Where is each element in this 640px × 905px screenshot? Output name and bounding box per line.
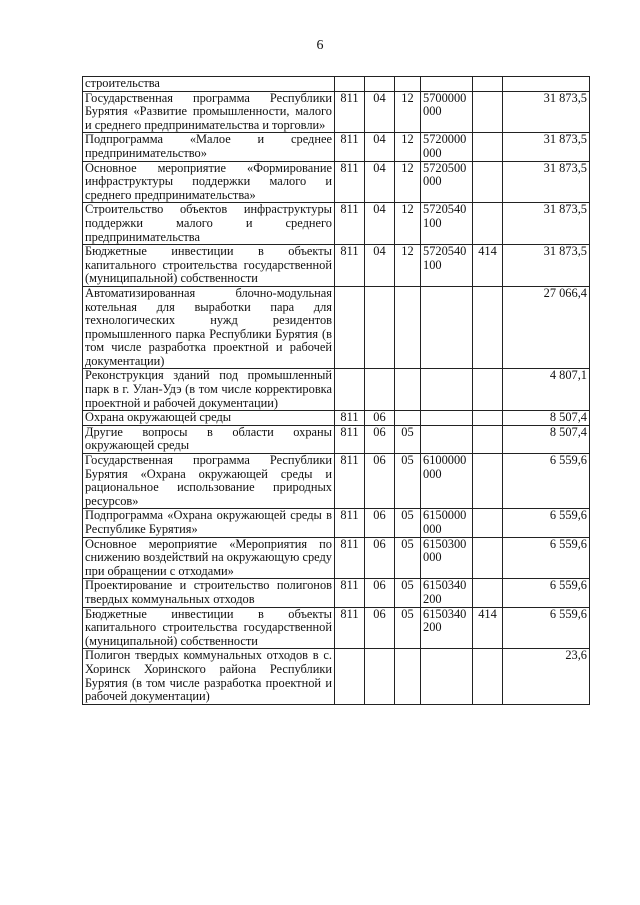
- budget-table: [82, 76, 590, 705]
- table-row: [83, 369, 590, 411]
- row-name-cell: Государственная программа Республики Бурятия «Охрана окружающей среды и рациональное использование природных ресурсов»: [83, 454, 335, 509]
- expense-type-cell: [473, 203, 503, 245]
- amount-cell: 31 873,5: [503, 245, 590, 287]
- subsection-code-cell: 12: [395, 203, 421, 245]
- section-code-cell: 06: [365, 537, 395, 579]
- subsection-code-cell: 12: [395, 91, 421, 133]
- target-article-cell: [421, 425, 473, 453]
- table-row: [83, 411, 590, 426]
- subsection-code-cell: 05: [395, 509, 421, 537]
- expense-type-cell: [473, 91, 503, 133]
- section-code-cell: 04: [365, 133, 395, 161]
- amount-cell: 8 507,4: [503, 425, 590, 453]
- subsection-code-cell: 12: [395, 133, 421, 161]
- expense-type-cell: [473, 425, 503, 453]
- section-code-cell: 06: [365, 607, 395, 649]
- subsection-code-cell: [395, 77, 421, 92]
- section-code-cell: [365, 77, 395, 92]
- row-name-cell: Проектирование и строительство полигонов твердых коммунальных отходов: [83, 579, 335, 607]
- expense-type-cell: [473, 161, 503, 203]
- target-article-cell: 5700000 000: [421, 91, 473, 133]
- table-row: [83, 509, 590, 537]
- table-row: [83, 203, 590, 245]
- expense-type-cell: 414: [473, 245, 503, 287]
- amount-cell: 23,6: [503, 649, 590, 704]
- ministry-code-cell: 811: [335, 91, 365, 133]
- row-name-cell: Автоматизированная блочно-модульная котельная для выработки пара для технологических нужд резидентов промышленного парка Республики Бурятия (в том числе разработка проектной и рабочей документации): [83, 286, 335, 369]
- row-name-cell: Подпрограмма «Малое и среднее предпринимательство»: [83, 133, 335, 161]
- ministry-code-cell: [335, 369, 365, 411]
- ministry-code-cell: [335, 286, 365, 369]
- row-name-cell: строительства: [83, 77, 335, 92]
- row-name-cell: Реконструкция зданий под промышленный парк в г. Улан-Удэ (в том числе корректировка проектной и рабочей документации): [83, 369, 335, 411]
- subsection-code-cell: 05: [395, 425, 421, 453]
- table-row: [83, 649, 590, 704]
- ministry-code-cell: 811: [335, 411, 365, 426]
- target-article-cell: 6150300 000: [421, 537, 473, 579]
- ministry-code-cell: 811: [335, 203, 365, 245]
- row-name-cell: Основное мероприятие «Мероприятия по снижению воздействий на окружающую среду при обращении с отходами»: [83, 537, 335, 579]
- budget-table-body: [83, 77, 590, 705]
- expense-type-cell: [473, 649, 503, 704]
- subsection-code-cell: 05: [395, 579, 421, 607]
- row-name-cell: Бюджетные инвестиции в объекты капитального строительства государственной (муниципальной) собственности: [83, 245, 335, 287]
- subsection-code-cell: 12: [395, 245, 421, 287]
- amount-cell: 31 873,5: [503, 203, 590, 245]
- section-code-cell: 06: [365, 454, 395, 509]
- ministry-code-cell: [335, 649, 365, 704]
- expense-type-cell: [473, 133, 503, 161]
- expense-type-cell: [473, 286, 503, 369]
- expense-type-cell: [473, 369, 503, 411]
- amount-cell: 6 559,6: [503, 607, 590, 649]
- table-row: [83, 454, 590, 509]
- table-row: [83, 133, 590, 161]
- amount-cell: [503, 77, 590, 92]
- expense-type-cell: [473, 579, 503, 607]
- table-row: [83, 91, 590, 133]
- table-row: [83, 579, 590, 607]
- table-row: [83, 245, 590, 287]
- table-row: [83, 425, 590, 453]
- subsection-code-cell: [395, 411, 421, 426]
- section-code-cell: [365, 369, 395, 411]
- amount-cell: 31 873,5: [503, 161, 590, 203]
- table-row: [83, 607, 590, 649]
- page-number: 6: [316, 38, 324, 53]
- table-row: [83, 286, 590, 369]
- section-code-cell: 06: [365, 579, 395, 607]
- target-article-cell: 5720540 100: [421, 245, 473, 287]
- section-code-cell: 04: [365, 203, 395, 245]
- ministry-code-cell: 811: [335, 509, 365, 537]
- subsection-code-cell: 05: [395, 537, 421, 579]
- expense-type-cell: [473, 454, 503, 509]
- amount-cell: 31 873,5: [503, 133, 590, 161]
- amount-cell: 6 559,6: [503, 579, 590, 607]
- target-article-cell: [421, 77, 473, 92]
- row-name-cell: Основное мероприятие «Формирование инфраструктуры поддержки малого и среднего предпринимательства»: [83, 161, 335, 203]
- target-article-cell: 6150000 000: [421, 509, 473, 537]
- subsection-code-cell: [395, 286, 421, 369]
- target-article-cell: 5720500 000: [421, 161, 473, 203]
- table-row: [83, 77, 590, 92]
- expense-type-cell: [473, 77, 503, 92]
- expense-type-cell: [473, 509, 503, 537]
- ministry-code-cell: 811: [335, 133, 365, 161]
- section-code-cell: 06: [365, 425, 395, 453]
- ministry-code-cell: 811: [335, 537, 365, 579]
- target-article-cell: 5720540 100: [421, 203, 473, 245]
- section-code-cell: 04: [365, 245, 395, 287]
- row-name-cell: Полигон твердых коммунальных отходов в с. Хоринск Хоринского района Республики Бурятия (в том числе разработка проектной и рабочей документации): [83, 649, 335, 704]
- row-name-cell: Подпрограмма «Охрана окружающей среды в Республике Бурятия»: [83, 509, 335, 537]
- subsection-code-cell: 05: [395, 607, 421, 649]
- section-code-cell: 04: [365, 91, 395, 133]
- subsection-code-cell: [395, 649, 421, 704]
- amount-cell: 6 559,6: [503, 454, 590, 509]
- amount-cell: 6 559,6: [503, 537, 590, 579]
- target-article-cell: [421, 286, 473, 369]
- target-article-cell: [421, 411, 473, 426]
- amount-cell: 31 873,5: [503, 91, 590, 133]
- section-code-cell: [365, 649, 395, 704]
- ministry-code-cell: 811: [335, 454, 365, 509]
- section-code-cell: 06: [365, 411, 395, 426]
- target-article-cell: 6150340 200: [421, 607, 473, 649]
- row-name-cell: Государственная программа Республики Бурятия «Развитие промышленности, малого и среднего предпринимательства и торговли»: [83, 91, 335, 133]
- amount-cell: 8 507,4: [503, 411, 590, 426]
- table-row: [83, 161, 590, 203]
- amount-cell: 4 807,1: [503, 369, 590, 411]
- section-code-cell: 06: [365, 509, 395, 537]
- subsection-code-cell: 05: [395, 454, 421, 509]
- section-code-cell: [365, 286, 395, 369]
- row-name-cell: Другие вопросы в области охраны окружающей среды: [83, 425, 335, 453]
- target-article-cell: 6150340 200: [421, 579, 473, 607]
- row-name-cell: Бюджетные инвестиции в объекты капитального строительства государственной (муниципальной) собственности: [83, 607, 335, 649]
- ministry-code-cell: 811: [335, 161, 365, 203]
- expense-type-cell: [473, 411, 503, 426]
- expense-type-cell: [473, 537, 503, 579]
- target-article-cell: 6100000 000: [421, 454, 473, 509]
- target-article-cell: 5720000 000: [421, 133, 473, 161]
- ministry-code-cell: 811: [335, 425, 365, 453]
- ministry-code-cell: [335, 77, 365, 92]
- ministry-code-cell: 811: [335, 607, 365, 649]
- ministry-code-cell: 811: [335, 579, 365, 607]
- amount-cell: 27 066,4: [503, 286, 590, 369]
- target-article-cell: [421, 649, 473, 704]
- expense-type-cell: 414: [473, 607, 503, 649]
- section-code-cell: 04: [365, 161, 395, 203]
- row-name-cell: Строительство объектов инфраструктуры поддержки малого и среднего предпринимательства: [83, 203, 335, 245]
- target-article-cell: [421, 369, 473, 411]
- row-name-cell: Охрана окружающей среды: [83, 411, 335, 426]
- ministry-code-cell: 811: [335, 245, 365, 287]
- subsection-code-cell: [395, 369, 421, 411]
- subsection-code-cell: 12: [395, 161, 421, 203]
- amount-cell: 6 559,6: [503, 509, 590, 537]
- table-row: [83, 537, 590, 579]
